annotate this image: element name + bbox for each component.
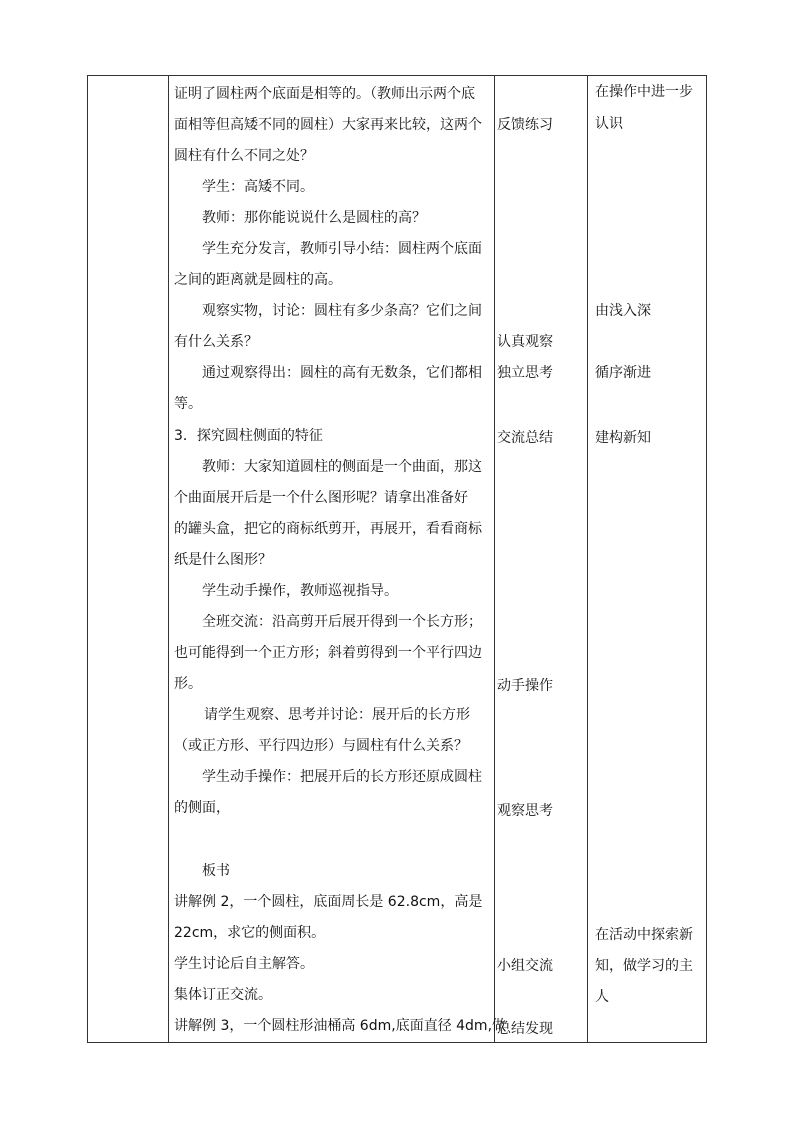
process-line: 的侧面，	[174, 800, 230, 816]
process-line: 学生：高矮不同。	[202, 179, 314, 195]
board-writing-label: 板书	[202, 863, 230, 879]
process-line: （或正方形、平行四边形）与圆柱有什么关系？	[174, 738, 468, 754]
blank-cell	[88, 76, 168, 1042]
intent-line: 在活动中探索新	[595, 927, 693, 943]
process-line: 形。	[174, 676, 202, 692]
design-intent-cell	[587, 76, 708, 1042]
process-line: 学生充分发言，教师引导小结：圆柱两个底面	[202, 241, 482, 257]
process-line: 讲解例 3，一个圆柱形油桶高 6dm,底面直径 4dm,做	[174, 1018, 507, 1034]
process-line: 学生动手操作：把展开后的长方形还原成圆柱	[202, 769, 482, 785]
process-line: 纸是什么图形？	[174, 552, 272, 568]
intent-line: 知，做学习的主	[595, 958, 693, 974]
activity-label: 认真观察	[497, 334, 553, 350]
student-activity-cell	[494, 76, 587, 1042]
lesson-plan-table	[87, 75, 707, 1043]
activity-label: 反馈练习	[497, 117, 553, 133]
process-line: 集体订正交流。	[174, 987, 272, 1003]
process-line: 圆柱有什么不同之处？	[174, 148, 314, 164]
intent-line: 循序渐进	[595, 365, 651, 381]
process-line: 的罐头盒，把它的商标纸剪开，再展开，看看商标	[174, 521, 482, 537]
teaching-process-cell	[168, 76, 507, 1042]
section-heading: 3．探究圆柱侧面的特征	[174, 428, 323, 444]
activity-label: 总结发现	[497, 1021, 553, 1037]
activity-label: 交流总结	[497, 430, 553, 446]
process-line: 也可能得到一个正方形；斜着剪得到一个平行四边	[174, 645, 482, 661]
process-line: 通过观察得出：圆柱的高有无数条，它们都相	[202, 365, 482, 381]
process-line: 学生动手操作，教师巡视指导。	[202, 583, 398, 599]
process-line: 等。	[174, 396, 202, 412]
process-line: 面相等但高矮不同的圆柱）大家再来比较，这两个	[174, 117, 482, 133]
process-line: 请学生观察、思考并讨论：展开后的长方形	[204, 707, 470, 723]
process-line: 22cm，求它的侧面积。	[174, 925, 326, 941]
activity-label: 小组交流	[497, 958, 553, 974]
intent-line: 认识	[595, 116, 623, 132]
process-line: 有什么关系？	[174, 334, 258, 350]
process-line: 学生讨论后自主解答。	[174, 956, 314, 972]
intent-line: 在操作中进一步	[595, 84, 693, 100]
process-line: 教师：那你能说说什么是圆柱的高？	[202, 210, 426, 226]
process-line: 讲解例 2，一个圆柱，底面周长是 62.8cm，高是	[174, 894, 483, 910]
intent-line: 人	[595, 989, 609, 1005]
process-line: 之间的距离就是圆柱的高。	[174, 272, 342, 288]
activity-label: 观察思考	[497, 803, 553, 819]
intent-line: 建构新知	[595, 430, 651, 446]
intent-line: 由浅入深	[595, 303, 651, 319]
process-line: 个曲面展开后是一个什么图形呢？请拿出准备好	[174, 490, 468, 506]
activity-label: 独立思考	[497, 365, 553, 381]
activity-label: 动手操作	[497, 678, 553, 694]
process-line: 全班交流：沿高剪开后展开得到一个长方形；	[202, 614, 482, 630]
process-line: 教师：大家知道圆柱的侧面是一个曲面，那这	[202, 459, 482, 475]
process-line: 观察实物，讨论：圆柱有多少条高？它们之间	[202, 303, 482, 319]
process-line: 证明了圆柱两个底面是相等的。（教师出示两个底	[174, 86, 475, 102]
